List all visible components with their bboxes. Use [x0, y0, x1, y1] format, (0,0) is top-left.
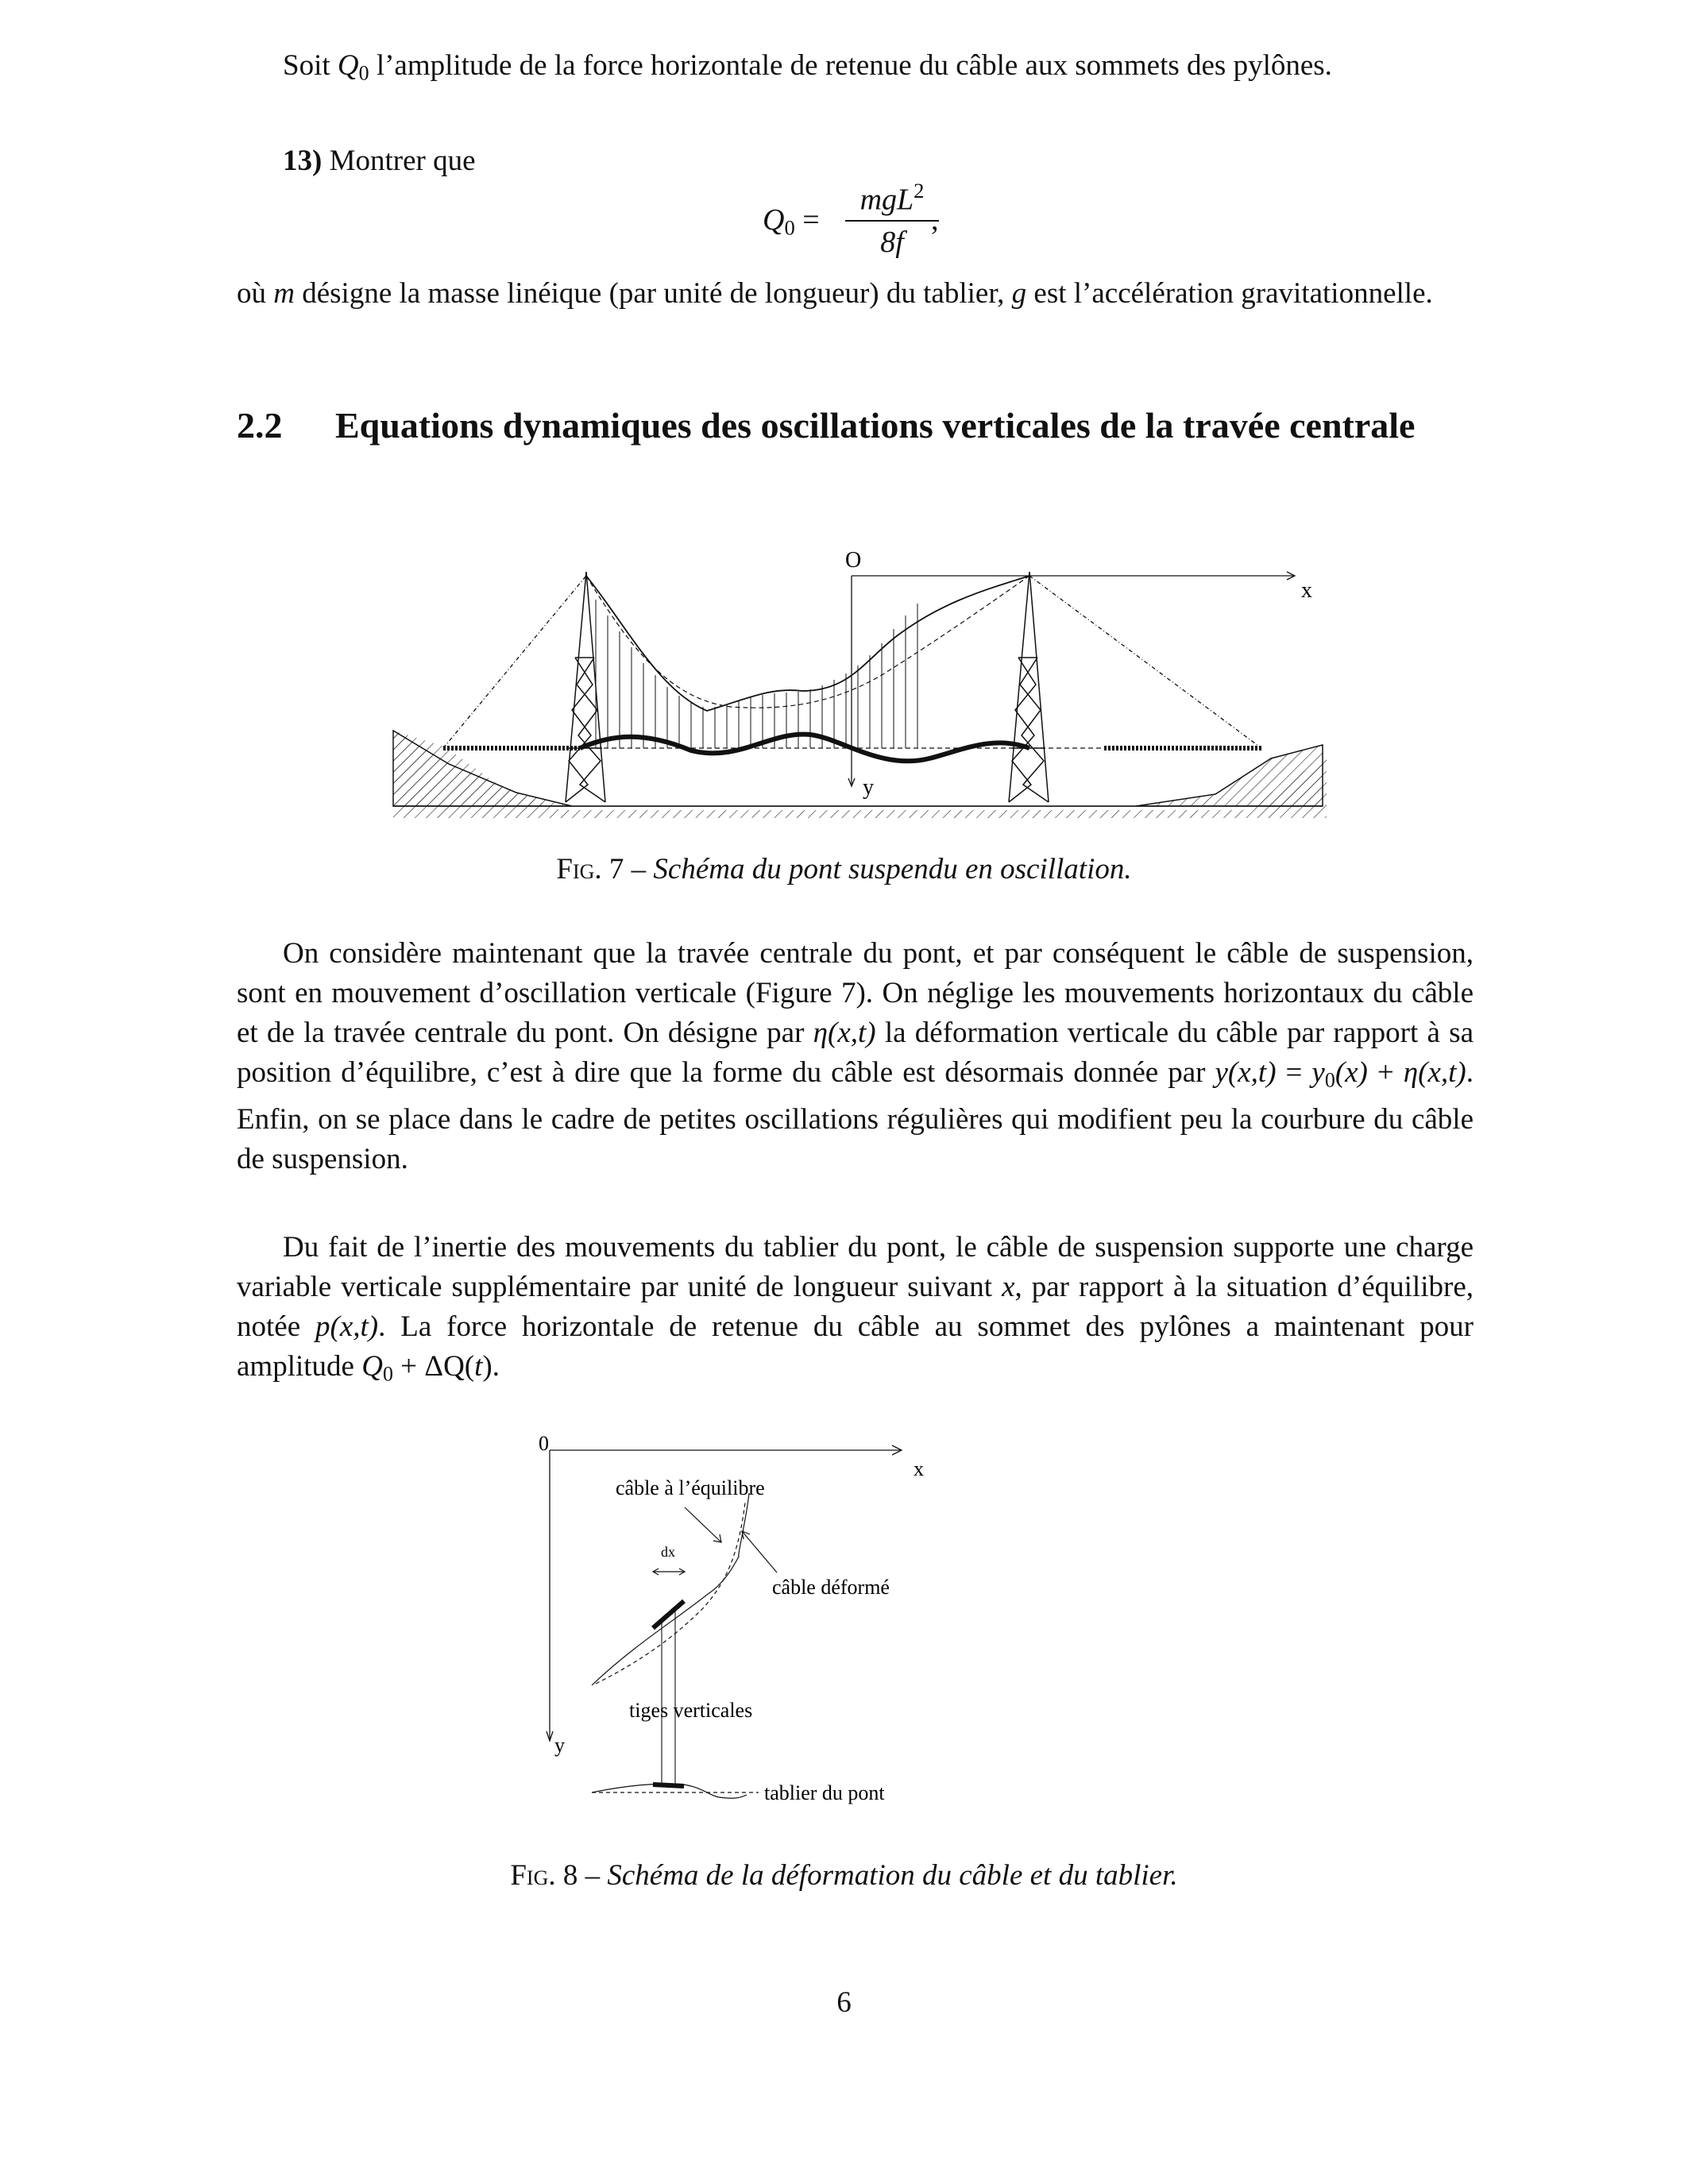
text-run: = [1276, 1056, 1312, 1089]
math-g: g [1011, 277, 1027, 310]
caption-text: Schéma de la déformation du câble et du tablier. [607, 1859, 1178, 1892]
cable-equilibrium [596, 1503, 745, 1684]
text-run: + [1367, 1056, 1404, 1089]
figure-8-cable-diagram [524, 1398, 1207, 1843]
math-Q: Q [361, 1350, 383, 1383]
equation-fraction [845, 179, 939, 260]
annotation-arrows [685, 1507, 777, 1572]
math-eta: η(x,t) [813, 1017, 876, 1049]
deck-element [653, 1785, 684, 1786]
paragraph-inertia [237, 1228, 1474, 1394]
y-axis-label: y [863, 775, 874, 800]
text-run: + ΔQ( [392, 1350, 475, 1383]
figure-7-bridge-diagram [389, 540, 1327, 818]
math-y0: y [1311, 1056, 1325, 1089]
math-subscript: 0 [358, 61, 369, 85]
math-Q: Q [337, 49, 359, 82]
question-number: 13) [283, 145, 323, 177]
text-run: , par rapport à la situation d’équilibre, notée [237, 1271, 1474, 1343]
figure-7-caption [0, 852, 1688, 886]
text-run: est l’accélération gravitationnelle. [1026, 277, 1433, 310]
denominator: 8f [880, 226, 904, 259]
x-axis-label: x [1301, 578, 1312, 603]
label-cable-deformed: câble déformé [772, 1576, 890, 1599]
math-subscript: 0 [1324, 1068, 1335, 1092]
ground-hatch [393, 731, 1327, 818]
text-run: Soit [283, 49, 338, 82]
caption-label: Fig. 7 – [556, 853, 647, 886]
page-number: 6 [836, 1986, 852, 2019]
text-run: . Enfin, on se place dans le cadre de petites oscillations régulières qui modifient peu la courbure du câble de suspension. [237, 1056, 1474, 1176]
paragraph-definitions [237, 274, 1474, 314]
dx-arrow [653, 1569, 685, 1575]
paragraph-intro [237, 46, 1474, 93]
label-cable-equilibrium: câble à l’équilibre [616, 1476, 765, 1499]
tower-left [566, 572, 605, 802]
equation-comma: , [931, 203, 939, 237]
math-t: t [474, 1350, 483, 1383]
text-run: . La force horizontale de retenue du câble au sommet des pylônes a maintenant pour amplitude [237, 1310, 1474, 1383]
text-run: l’amplitude de la force horizontale de retenue du câble aux sommets des pylônes. [369, 49, 1332, 82]
section-title: Equations dynamiques des oscillations verticales de la travée centrale [335, 405, 1416, 446]
text-run: ). [482, 1350, 500, 1383]
text-run: la déformation verticale du câble par rapport à sa position d’équilibre, c’est à dire que la forme du câble est désormais donnée par [237, 1017, 1474, 1089]
numerator-text: mgL [859, 183, 914, 217]
origin-label: 0 [539, 1432, 549, 1455]
equation-lhs [763, 203, 820, 241]
math-Q: Q [763, 203, 785, 237]
fraction-bar [845, 220, 939, 222]
label-vertical-rods: tiges verticales [629, 1699, 753, 1722]
text-run: Du fait de l’inertie des mouvements du tablier du pont, le câble de suspension supporte une charge variable verticale supplémentaire par unité de longueur suivant [237, 1231, 1474, 1303]
text-run: désigne la masse linéique (par unité de longueur) du tablier, [294, 277, 1012, 310]
side-stays [443, 576, 1261, 748]
question-text: Montrer que [322, 145, 476, 177]
vertical-hangers [596, 600, 917, 748]
cable-deformed [592, 1493, 749, 1685]
text-run: On considère maintenant que la travée centrale du pont, et par conséquent le câble de suspension, sont en mouvement d’oscillation verticale (Figure 7). On néglige les mouvements horizontaux du câble et de la travée centrale du pont. On désigne par [237, 937, 1474, 1049]
cable-equilibrium [586, 576, 1029, 708]
caption-label: Fig. 8 – [510, 1859, 601, 1892]
cable-deformed [586, 576, 1029, 711]
x-axis-label: x [914, 1457, 924, 1480]
math-y: y(x,t) [1215, 1056, 1277, 1089]
math-superscript: 2 [914, 179, 925, 203]
numerator [845, 179, 939, 217]
fig7-axes [848, 572, 1295, 786]
math-x: x [1002, 1271, 1015, 1303]
text-run: où [237, 277, 274, 310]
tower-right [1009, 572, 1049, 802]
origin-label: O [845, 548, 862, 573]
label-deck: tablier du pont [764, 1781, 885, 1804]
paragraph-oscillation [237, 934, 1474, 1179]
vertical-rods [662, 1609, 675, 1784]
figure-8-caption [0, 1858, 1688, 1893]
equals-sign: = [794, 203, 820, 237]
section-number: 2.2 [237, 405, 283, 446]
math-subscript: 0 [784, 215, 795, 240]
math-x: (x) [1335, 1056, 1368, 1089]
equation-Q0 [0, 179, 1688, 266]
question-13 [237, 141, 1474, 181]
math-subscript: 0 [382, 1362, 393, 1386]
math-p: p(x,t) [315, 1310, 379, 1343]
caption-text: Schéma du pont suspendu en oscillation. [653, 853, 1132, 886]
cable-element-dx [653, 1601, 684, 1628]
math-eta: η(x,t) [1403, 1056, 1466, 1089]
math-m: m [273, 277, 295, 310]
y-axis-label: y [554, 1734, 565, 1757]
label-dx: dx [661, 1544, 675, 1560]
